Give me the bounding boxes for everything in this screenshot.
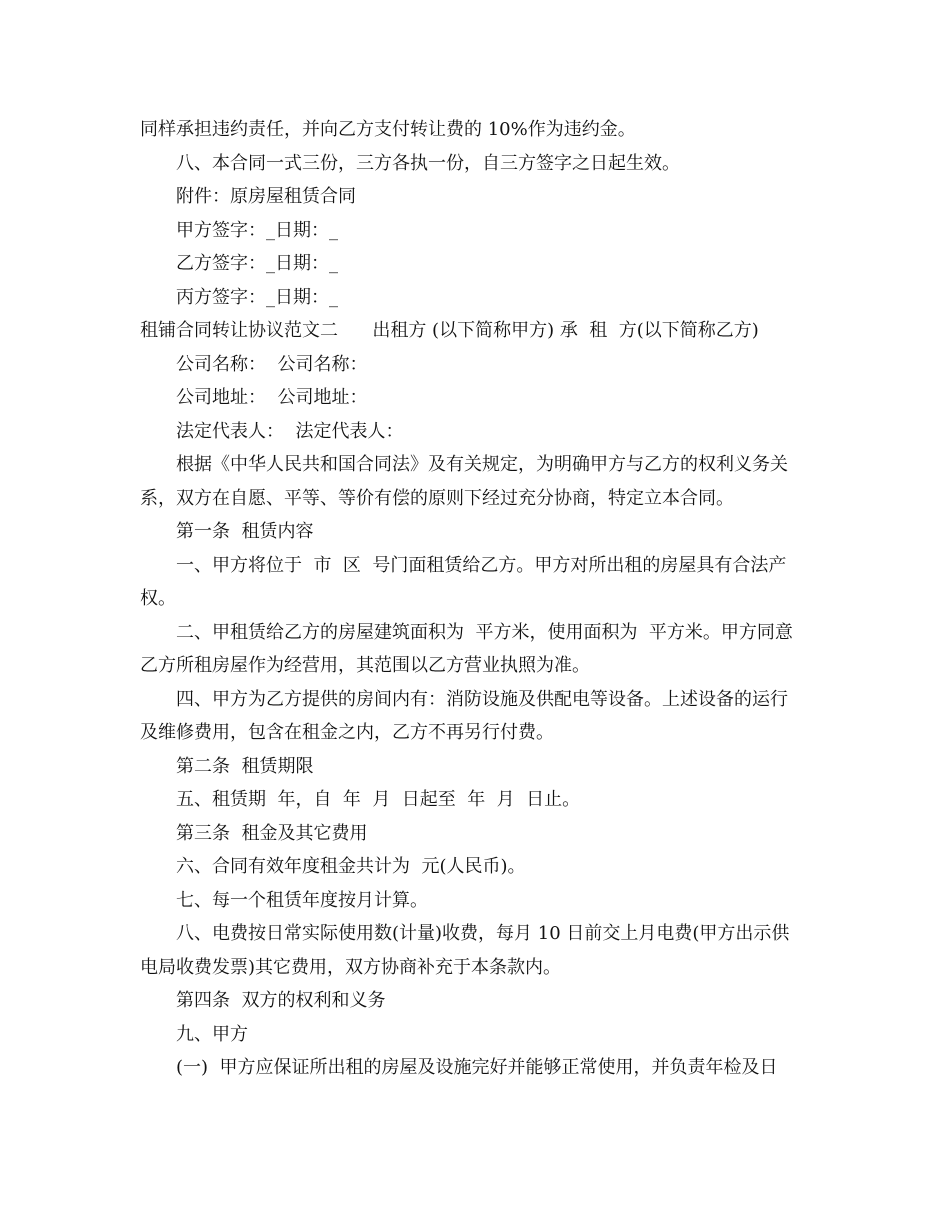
paragraph-line: 第四条 双方的权利和义务 xyxy=(176,990,386,1011)
paragraph-line: 第一条 租赁内容 xyxy=(176,521,314,542)
paragraph-line: 第三条 租金及其它费用 xyxy=(176,822,368,844)
paragraph-line: 五、租赁期 年，自 年 月 日起至 年 月 日止。 xyxy=(176,789,581,810)
paragraph-line: 公司名称： 公司名称： xyxy=(176,353,368,375)
paragraph-line: (一) 甲方应保证所出租的房屋及设施完好并能够正常使用，并负责年检及日 xyxy=(176,1057,778,1078)
paragraph-line: 法定代表人： 法定代表人： xyxy=(176,420,404,442)
paragraph-line: 第二条 租赁期限 xyxy=(176,755,314,777)
paragraph-line: 权。 xyxy=(140,588,176,609)
paragraph-line: 同样承担违约责任，并向乙方支付转让费的 10%作为违约金。 xyxy=(140,119,636,140)
paragraph-line: 根据《中华人民共和国合同法》及有关规定，为明确甲方与乙方的权利义务关 xyxy=(176,454,788,475)
paragraph-line: 乙方签字：_日期：_ xyxy=(176,253,338,274)
paragraph-line: 六、合同有效年度租金共计为 元(人民币)。 xyxy=(176,856,526,877)
paragraph-line: 系，双方在自愿、平等、等价有偿的原则下经过充分协商，特定立本合同。 xyxy=(140,487,734,509)
paragraph-line: 电局收费发票)其它费用，双方协商补充于本条款内。 xyxy=(140,956,562,978)
paragraph-line: 及维修费用，包含在租金之内，乙方不再另行付费。 xyxy=(140,722,554,743)
paragraph-line: 乙方所租房屋作为经营用，其范围以乙方营业执照为准。 xyxy=(140,655,590,676)
paragraph-line: 附件：原房屋租赁合同 xyxy=(176,186,356,207)
paragraph-line: 八、本合同一式三份，三方各执一份，自三方签字之日起生效。 xyxy=(176,152,680,174)
paragraph-line: 九、甲方 xyxy=(176,1023,248,1045)
document-body xyxy=(140,113,812,1085)
paragraph-line: 公司地址： 公司地址： xyxy=(176,387,368,408)
paragraph-line: 租铺合同转让协议范文二 出租方 (以下简称甲方) 承 租 方(以下简称乙方) xyxy=(140,320,759,341)
paragraph-line: 一、甲方将位于 市 区 号门面租赁给乙方。甲方对所出租的房屋具有合法产 xyxy=(176,554,787,576)
paragraph-line: 四、甲方为乙方提供的房间内有：消防设施及供配电等设备。上述设备的运行 xyxy=(176,688,788,710)
paragraph-line: 八、电费按日常实际使用数(计量)收费，每月 10 日前交上月电费(甲方出示供 xyxy=(176,923,790,944)
paragraph-line: 丙方签字：_日期：_ xyxy=(176,286,338,308)
paragraph-line: 甲方签字：_日期：_ xyxy=(176,219,338,241)
paragraph-line: 七、每一个租赁年度按月计算。 xyxy=(176,889,428,911)
paragraph-line: 二、甲租赁给乙方的房屋建筑面积为 平方米，使用面积为 平方米。甲方同意 xyxy=(176,621,793,643)
